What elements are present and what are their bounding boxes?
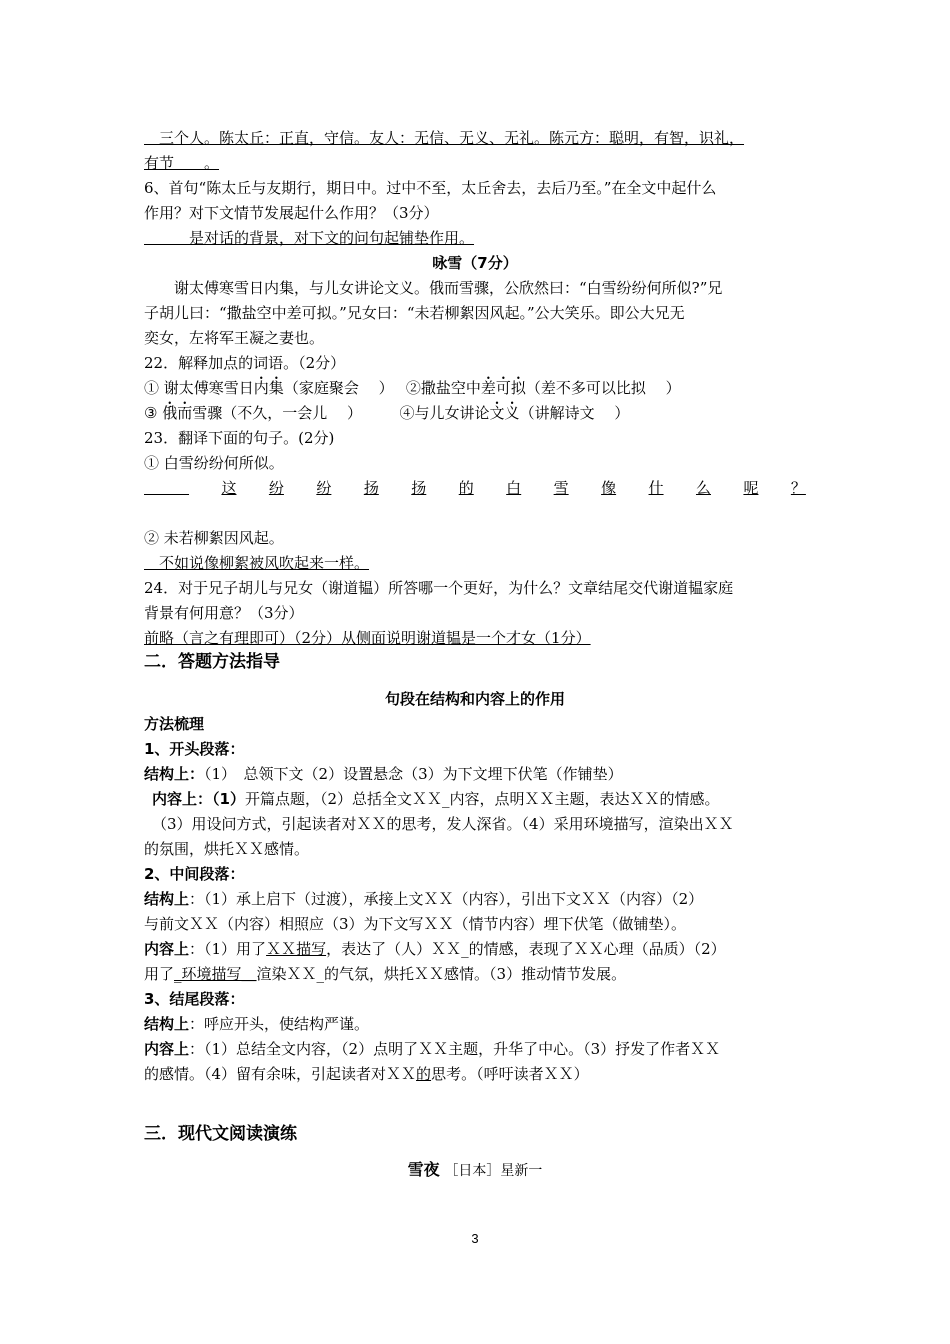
method-3-heading: 3、结尾段落： xyxy=(144,990,245,1008)
story-title: 雪夜 xyxy=(407,1160,440,1179)
answer-24: 前略（言之有理即可）（2分）从侧面说明谢道韫是一个才女（1分） xyxy=(144,629,591,647)
section-subtitle: 句段在结构和内容上的作用 xyxy=(384,690,565,708)
method-2-heading: 2、中间段落： xyxy=(144,865,245,883)
question-23-2: ② 未若柳絮因风起。 xyxy=(144,529,284,547)
answer-23-1: 这 纷 纷 扬 扬 的 白 雪 像 什 么 呢 ？ xyxy=(221,479,806,497)
method-2-structure-cont: 与前文ＸＸ（内容）相照应（3）为下文写ＸＸ（情节内容）埋下伏笔（做铺垫）。 xyxy=(144,915,687,933)
answer-line: 有节 。 xyxy=(144,154,220,172)
question-23-1: ① 白雪纷纷何所似。 xyxy=(144,454,284,472)
question-22-items-b: ③ 俄而雪骤（不久，一会儿 ） ④与儿女讲论文义（讲解诗文 ） xyxy=(144,404,630,422)
method-3-content-cont: 的感情。（4）留有余味，引起读者对ＸＸ的思考。（呼吁读者ＸＸ） xyxy=(144,1065,589,1083)
section-heading-2: 二．答题方法指导 xyxy=(144,652,280,672)
answer-line: 是对话的背景，对下文的问句起铺垫作用。 xyxy=(144,229,475,247)
story-author: ［日本］星新一 xyxy=(444,1163,543,1179)
question-22-items-a: ① 谢太傅寒雪日内集（家庭聚会 ） ②撒盐空中差可拟（差不多可以比拟 ） xyxy=(144,379,681,397)
answer-line: 三个人。陈太丘：正直，守信。友人：无信、无义、无礼。陈元方：聪明，有智，识礼， xyxy=(144,129,745,147)
method-2-structure: 结构上：（1）承上启下（过渡），承接上文ＸＸ（内容），引出下文ＸＸ（内容）（2） xyxy=(144,890,704,908)
method-1-content-cont: （3）用设问方式，引起读者对ＸＸ的思考，发人深省。（4）采用环境描写，渲染出ＸＸ xyxy=(152,815,734,833)
passage-line: 谢太傅寒雪日内集，与儿女讲论文义。俄而雪骤，公欣然曰：“白雪纷纷何所似?”兄 xyxy=(144,279,723,297)
method-heading: 方法梳理 xyxy=(144,715,205,733)
method-1-content: 内容上：（1）开篇点题，（2）总括全文ＸＸ_内容，点明ＸＸ主题，表达ＸＸ的情感。 xyxy=(152,790,720,808)
method-2-content: 内容上：（1）用了ＸＸ描写，表达了（人）ＸＸ_的情感，表现了ＸＸ心理（品质）（2） xyxy=(144,940,726,958)
story-title-line xyxy=(0,1160,950,1181)
question-6-cont: 作用？对下文情节发展起什么作用？（3分） xyxy=(144,204,439,222)
question-23: 23．翻译下面的句子。(2分) xyxy=(144,429,335,447)
question-24-cont: 背景有何用意？（3分） xyxy=(144,604,304,622)
method-3-structure: 结构上：呼应开头，使结构严谨。 xyxy=(144,1015,370,1033)
section-title-yongxue: 咏雪（7分） xyxy=(432,254,518,272)
answer-23-2: 不如说像柳絮被风吹起来一样。 xyxy=(144,554,370,572)
question-22: 22．解释加点的词语。（2分） xyxy=(144,354,346,372)
passage-line: 奕女，左将军王凝之妻也。 xyxy=(144,329,325,347)
question-6: 6、首句“陈太丘与友期行，期日中。过中不至，太丘舍去，去后乃至。”在全文中起什么 xyxy=(144,179,717,197)
method-1-structure: 结构上：（1） 总领下文（2）设置悬念（3）为下文埋下伏笔（作铺垫） xyxy=(144,765,623,783)
method-3-content: 内容上：（1）总结全文内容，（2）点明了ＸＸ主题，升华了中心。（3）抒发了作者ＸＸ xyxy=(144,1040,721,1058)
method-1-heading: 1、开头段落： xyxy=(144,740,245,758)
passage-line: 子胡儿曰：“撒盐空中差可拟。”兄女曰：“未若柳絮因风起。”公大笑乐。即公大兄无 xyxy=(144,304,685,322)
method-2-content-cont: 用了_环境描写＿渲染ＸＸ_的气氛，烘托ＸＸ感情。（3）推动情节发展。 xyxy=(144,965,627,983)
page-number: 3 xyxy=(471,1231,479,1246)
section-heading-3: 三．现代文阅读演练 xyxy=(144,1124,297,1144)
question-24: 24．对于兄子胡儿与兄女（谢道韫）所答哪一个更好，为什么？文章结尾交代谢道韫家庭 xyxy=(144,579,734,597)
method-1-content-cont: 的氛围，烘托ＸＸ感情。 xyxy=(144,840,310,858)
